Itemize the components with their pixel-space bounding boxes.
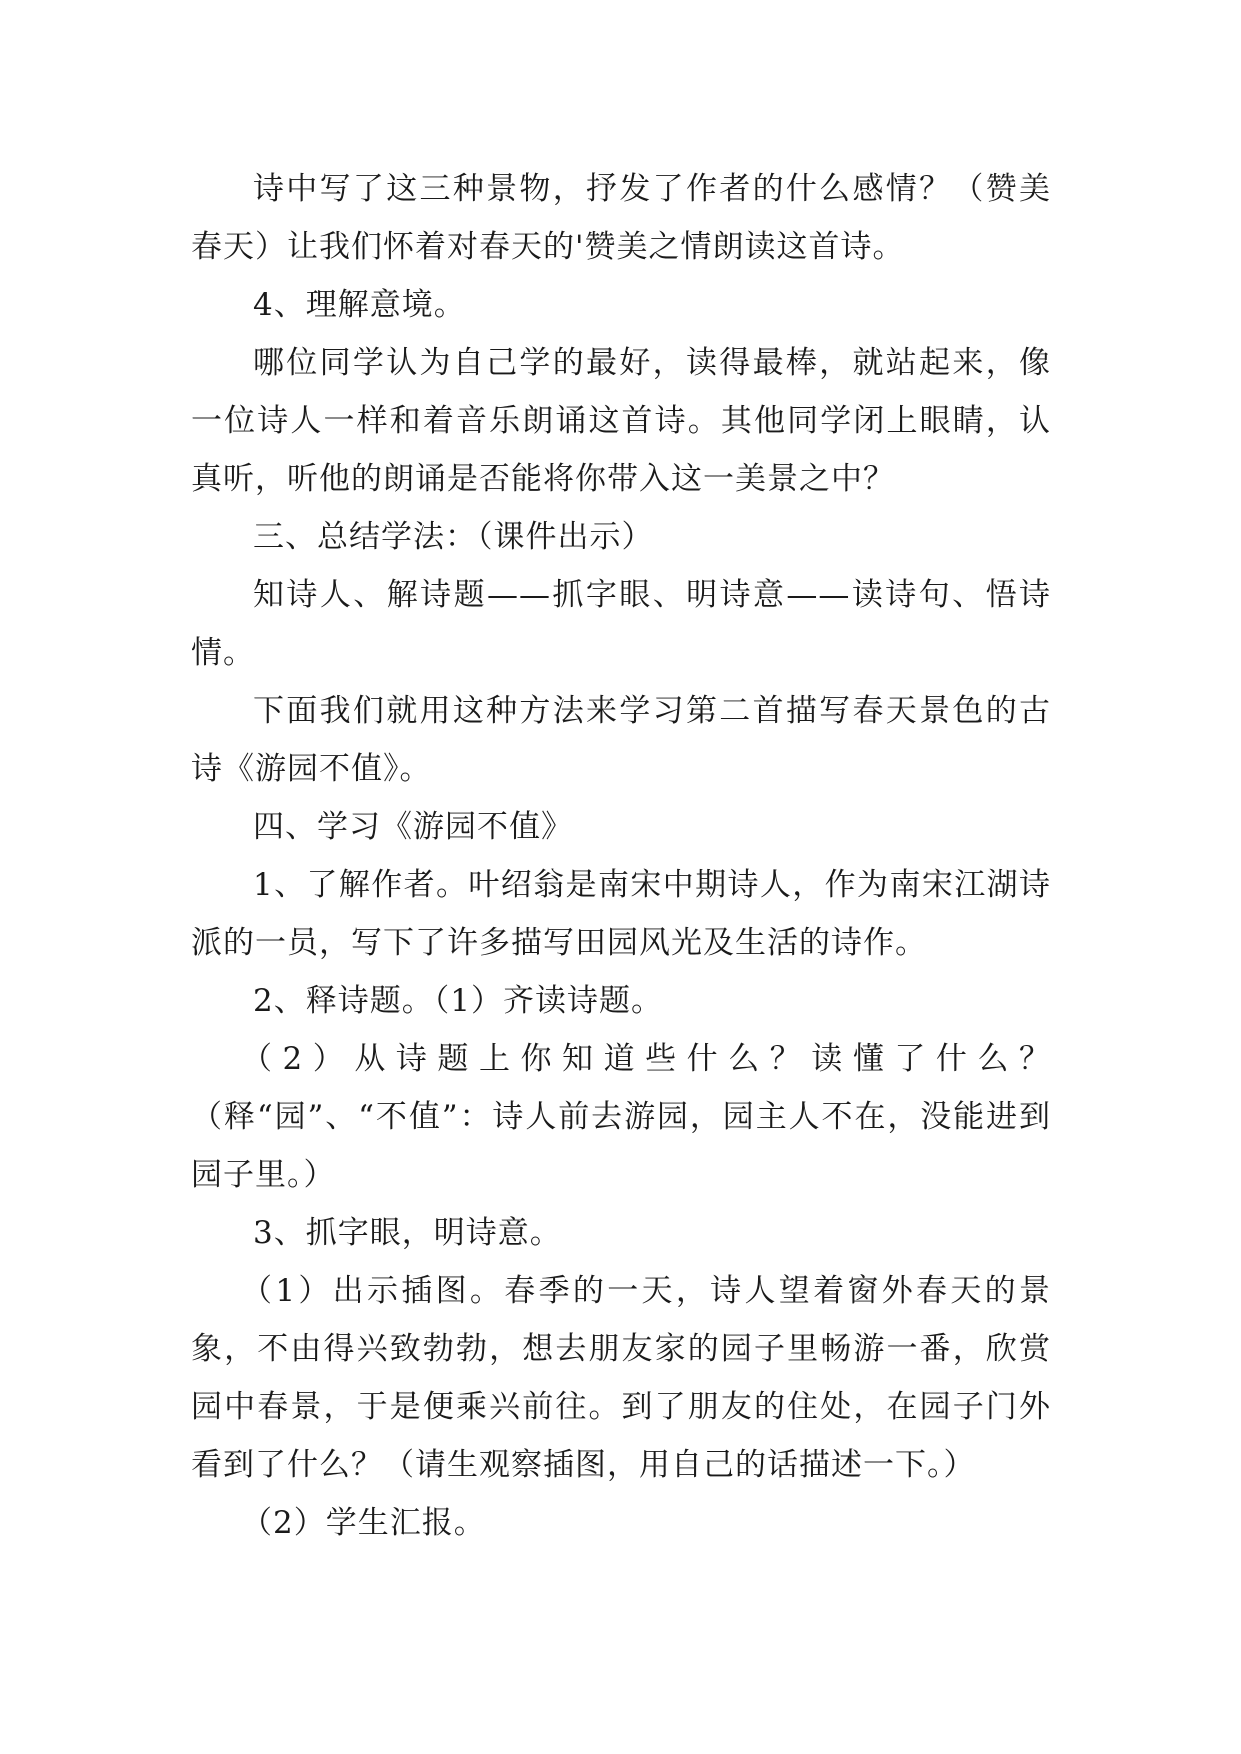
section-heading-summary: 三、总结学法：（课件出示） bbox=[253, 519, 654, 555]
paragraph-method: 知诗人、解诗题——抓字眼、明诗意——读诗句、悟诗情。 bbox=[191, 577, 1051, 671]
document-body bbox=[191, 160, 1051, 1552]
paragraph-illustration: （1）出示插图。春季的一天，诗人望着窗外春天的景象，不由得兴致勃勃，想去朋友家的园子里畅游一番，欣赏园中春景，于是便乘兴前往。到了朋友的住处，在园子门外看到了什么？（请生观察插图，用自己的话描述一下。） bbox=[191, 1273, 1051, 1483]
section-heading-study: 四、学习《游园不值》 bbox=[253, 809, 573, 845]
paragraph-report: （2）学生汇报。 bbox=[241, 1505, 486, 1541]
paragraph-understand-mood: 4、理解意境。 bbox=[253, 287, 466, 323]
paragraph-title-meaning: （2）从诗题上你知道些什么？读懂了什么？（释“园”、“不值”：诗人前去游园，园主人不在，没能进到园子里。） bbox=[191, 1041, 1051, 1193]
paragraph-title-explain: 2、释诗题。（1）齐读诗题。 bbox=[253, 983, 663, 1019]
paragraph-poem-emotion: 诗中写了这三种景物，抒发了作者的什么感情？（赞美春天）让我们怀着对春天的'赞美之情朗读这首诗。 bbox=[191, 171, 1051, 265]
paragraph-author: 1、了解作者。叶绍翁是南宋中期诗人，作为南宋江湖诗派的一员，写下了许多描写田园风光及生活的诗作。 bbox=[191, 867, 1051, 961]
paragraph-next-poem: 下面我们就用这种方法来学习第二首描写春天景色的古诗《游园不值》。 bbox=[191, 693, 1051, 787]
paragraph-recite: 哪位同学认为自己学的最好，读得最棒，就站起来，像一位诗人一样和着音乐朗诵这首诗。其他同学闭上眼睛，认真听，听他的朗诵是否能将你带入这一美景之中？ bbox=[191, 345, 1051, 497]
paragraph-keywords: 3、抓字眼，明诗意。 bbox=[253, 1215, 562, 1251]
